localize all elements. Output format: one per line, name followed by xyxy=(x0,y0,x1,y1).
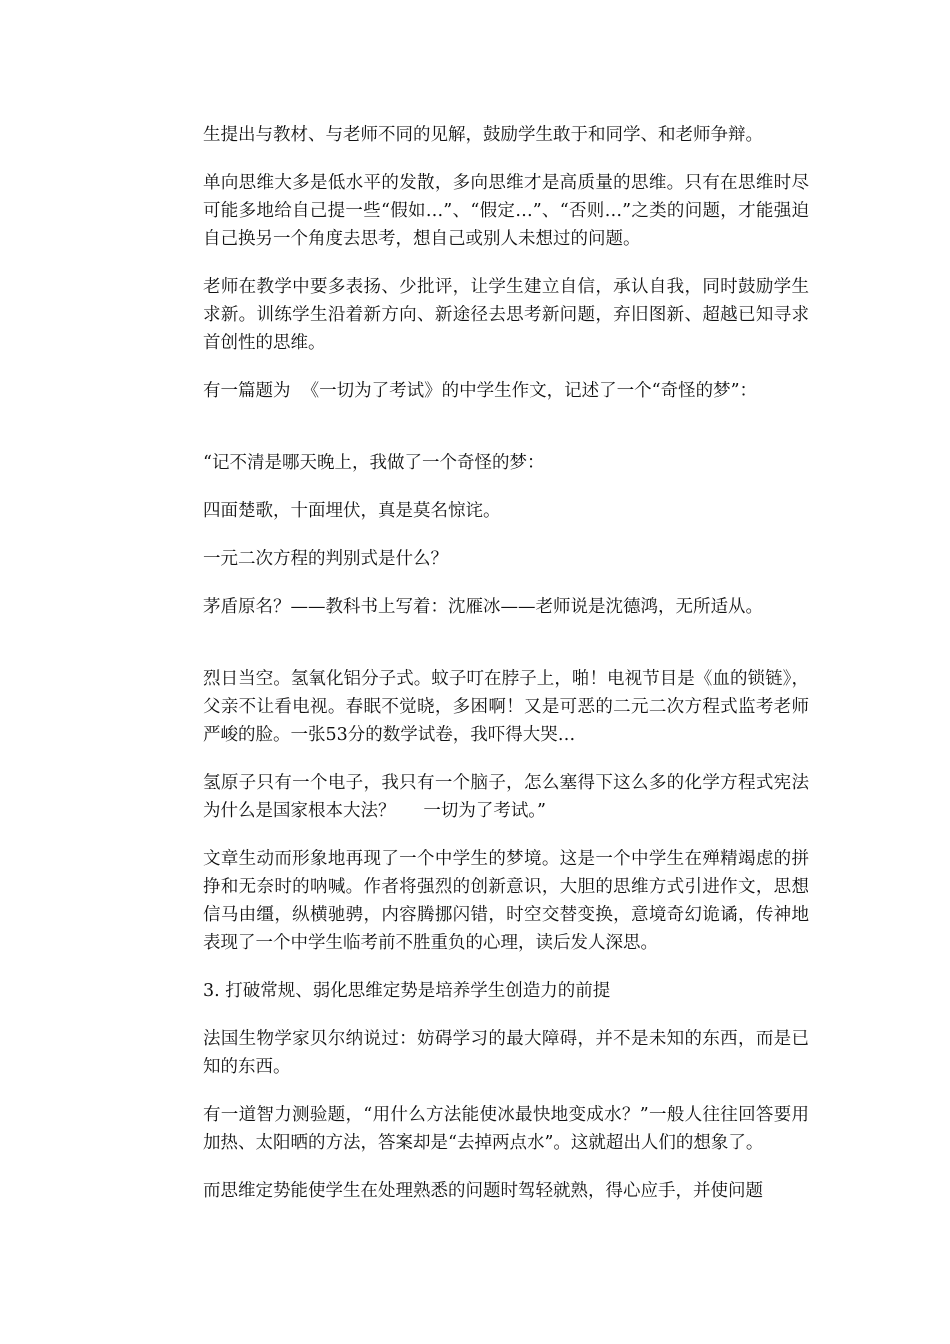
paragraph-10: 氢原子只有一个电子，我只有一个脑子，怎么塞得下这么多的化学方程式宪法为什么是国家根本大法？ 一切为了考试。” xyxy=(203,773,809,821)
paragraph-13: 有一道智力测验题，“用什么方法能使冰最快地变成水？”一般人往往回答要用加热、太阳晒的方法，答案却是“去掉两点水”。这就超出人们的想象了。 xyxy=(203,1105,809,1153)
paragraph-8: 茅盾原名？——教科书上写着：沈雁冰——老师说是沈德鸿，无所适从。 xyxy=(203,597,763,617)
paragraph-9: 烈日当空。氢氧化铝分子式。蚊子叮在脖子上，啪！电视节目是《血的锁链》，父亲不让看电视。春眠不觉晓，多困啊！又是可恶的二元二次方程式监考老师严峻的脸。一张53分的数学试卷，我吓得大哭… xyxy=(203,669,809,745)
section-heading: 3. 打破常规、弱化思维定势是培养学生创造力的前提 xyxy=(203,981,611,1001)
paragraph-6: 四面楚歌，十面埋伏，真是莫名惊诧。 xyxy=(203,501,501,521)
document-body xyxy=(203,121,809,1205)
paragraph-5: “记不清是哪天晚上，我做了一个奇怪的梦： xyxy=(203,453,545,473)
paragraph-12: 法国生物学家贝尔纳说过：妨碍学习的最大障碍，并不是未知的东西，而是已知的东西。 xyxy=(203,1029,809,1077)
paragraph-1: 生提出与教材、与老师不同的见解，鼓励学生敢于和同学、和老师争辩。 xyxy=(203,125,763,145)
paragraph-14: 而思维定势能使学生在处理熟悉的问题时驾轻就熟，得心应手，并使问题 xyxy=(203,1181,763,1201)
paragraph-4: 有一篇题为 《一切为了考试》的中学生作文，记述了一个“奇怪的梦”： xyxy=(203,381,758,401)
paragraph-11: 文章生动而形象地再现了一个中学生的梦境。这是一个中学生在殚精竭虑的拼挣和无奈时的呐喊。作者将强烈的创新意识，大胆的思维方式引进作文，思想信马由缰，纵横驰骋，内容腾挪闪错，时空交替变换，意境奇幻诡谲，传神地表现了一个中学生临考前不胜重负的心理，读后发人深思。 xyxy=(203,849,809,953)
paragraph-2: 单向思维大多是低水平的发散，多向思维才是高质量的思维。只有在思维时尽可能多地给自己提一些“假如…”、“假定…”、“否则…”之类的问题，才能强迫自己换另一个角度去思考，想自己或别人未想过的问题。 xyxy=(203,173,809,249)
paragraph-3: 老师在教学中要多表扬、少批评，让学生建立自信，承认自我，同时鼓励学生求新。训练学生沿着新方向、新途径去思考新问题，弃旧图新、超越已知寻求首创性的思维。 xyxy=(203,277,809,353)
paragraph-7: 一元二次方程的判别式是什么？ xyxy=(203,549,448,569)
